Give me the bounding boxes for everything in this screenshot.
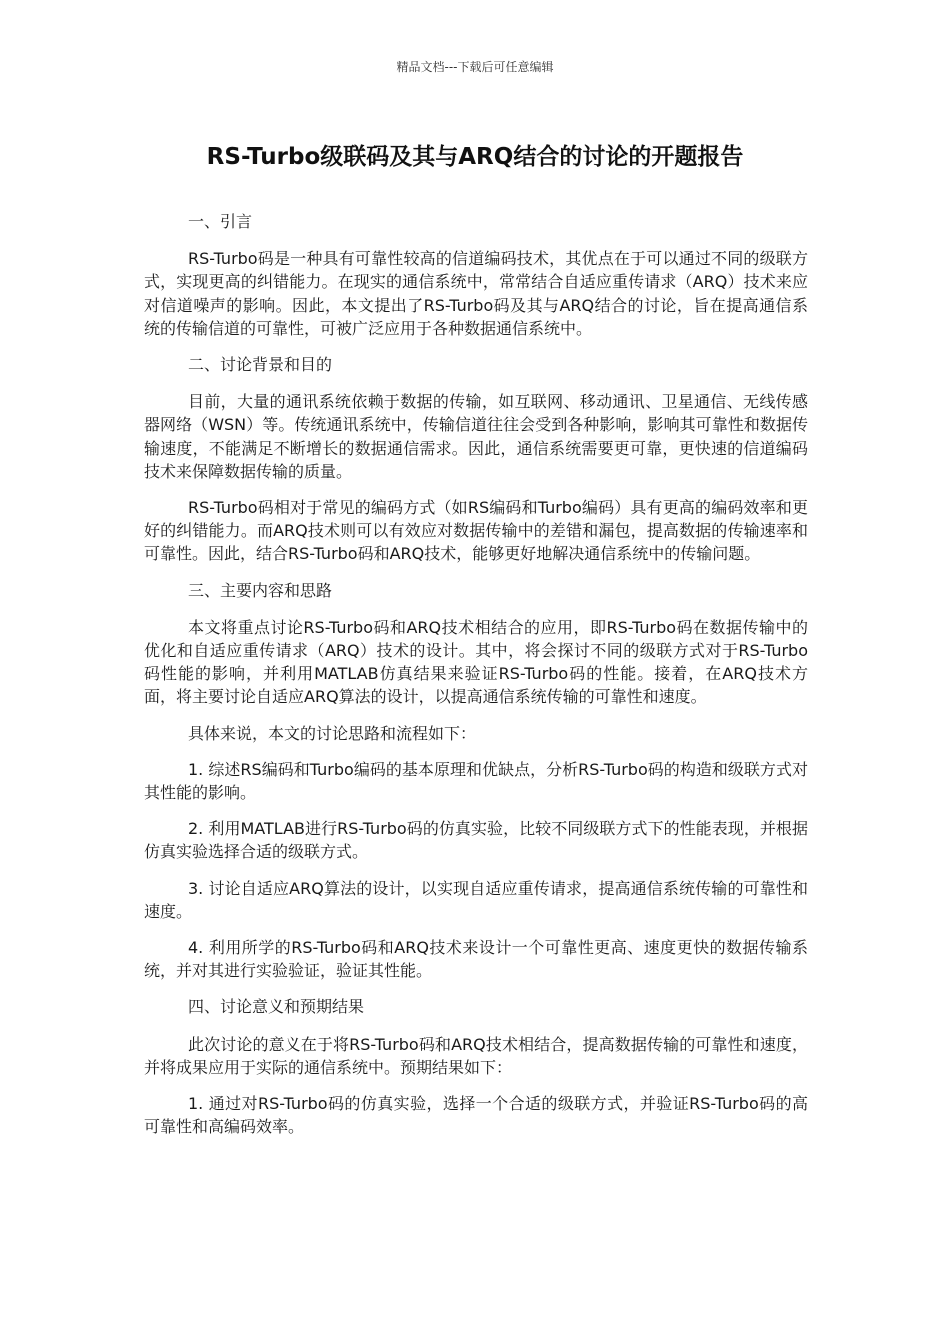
header-note: 精品文档---下载后可任意编辑 [396, 60, 554, 74]
paragraph: RS-Turbo码相对于常见的编码方式（如RS编码和Turbo编码）具有更高的编码效率和更好的纠错能力。而ARQ技术则可以有效应对数据传输中的差错和漏包，提高数据的传输速率和可靠性。因此，结合RS-Turbo码和ARQ技术，能够更好地解决通信系统中的传输问题。 [144, 498, 808, 564]
list-item: 1. 通过对RS-Turbo码的仿真实验，选择一个合适的级联方式，并验证RS-Turbo码的高可靠性和高编码效率。 [144, 1094, 808, 1137]
list-item: 1. 综述RS编码和Turbo编码的基本原理和优缺点，分析RS-Turbo码的构造和级联方式对其性能的影响。 [144, 759, 808, 803]
paragraph: 本文将重点讨论RS-Turbo码和ARQ技术相结合的应用，即RS-Turbo码在数据传输中的优化和自适应重传请求（ARQ）技术的设计。其中，将会探讨不同的级联方式对于RS-Turbo码性能的影响，并利用MATLAB仿真结果来验证RS-Turbo码的性能。接着，在ARQ技术方面，将主要讨论自适应ARQ算法的设计，以提高通信系统传输的可靠性和速度。 [144, 617, 808, 707]
section-heading-intro: 一、引言 [188, 212, 253, 231]
paragraph: RS-Turbo码是一种具有可靠性较高的信道编码技术，其优点在于可以通过不同的级联方式，实现更高的纠错能力。在现实的通信系统中，常常结合自适应重传请求（ARQ）技术来应对信道噪声的影响。因此，本文提出了RS-Turbo码及其与ARQ结合的讨论，旨在提高通信系统的传输信道的可靠性，可被广泛应用于各种数据通信系统中。 [144, 249, 808, 338]
section-heading-significance: 四、讨论意义和预期结果 [188, 997, 365, 1017]
list-item: 4. 利用所学的RS-Turbo码和ARQ技术来设计一个可靠性更高、速度更快的数据传输系统，并对其进行实验验证，验证其性能。 [144, 938, 808, 981]
paragraph: 目前，大量的通讯系统依赖于数据的传输，如互联网、移动通讯、卫星通信、无线传感器网络（WSN）等。传统通讯系统中，传输信道往往会受到各种影响，影响其可靠性和数据传输速度，不能满足不断增长的数据通信需求。因此，通信系统需要更可靠，更快速的信道编码技术来保障数据传输的质量。 [144, 392, 808, 481]
paragraph: 此次讨论的意义在于将RS-Turbo码和ARQ技术相结合，提高数据传输的可靠性和速度，并将成果应用于实际的通信系统中。预期结果如下： [144, 1034, 808, 1077]
document-body [144, 210, 808, 1152]
section-heading-background: 二、讨论背景和目的 [188, 355, 333, 375]
paragraph: 具体来说，本文的讨论思路和流程如下： [188, 723, 477, 743]
section-heading-content: 三、主要内容和思路 [188, 580, 333, 600]
document-title: RS-Turbo级联码及其与ARQ结合的讨论的开题报告 [206, 144, 744, 170]
list-item: 3. 讨论自适应ARQ算法的设计，以实现自适应重传请求，提高通信系统传输的可靠性和速度。 [144, 878, 808, 921]
list-item: 2. 利用MATLAB进行RS-Turbo码的仿真实验，比较不同级联方式下的性能表现，并根据仿真实验选择合适的级联方式。 [144, 819, 808, 862]
